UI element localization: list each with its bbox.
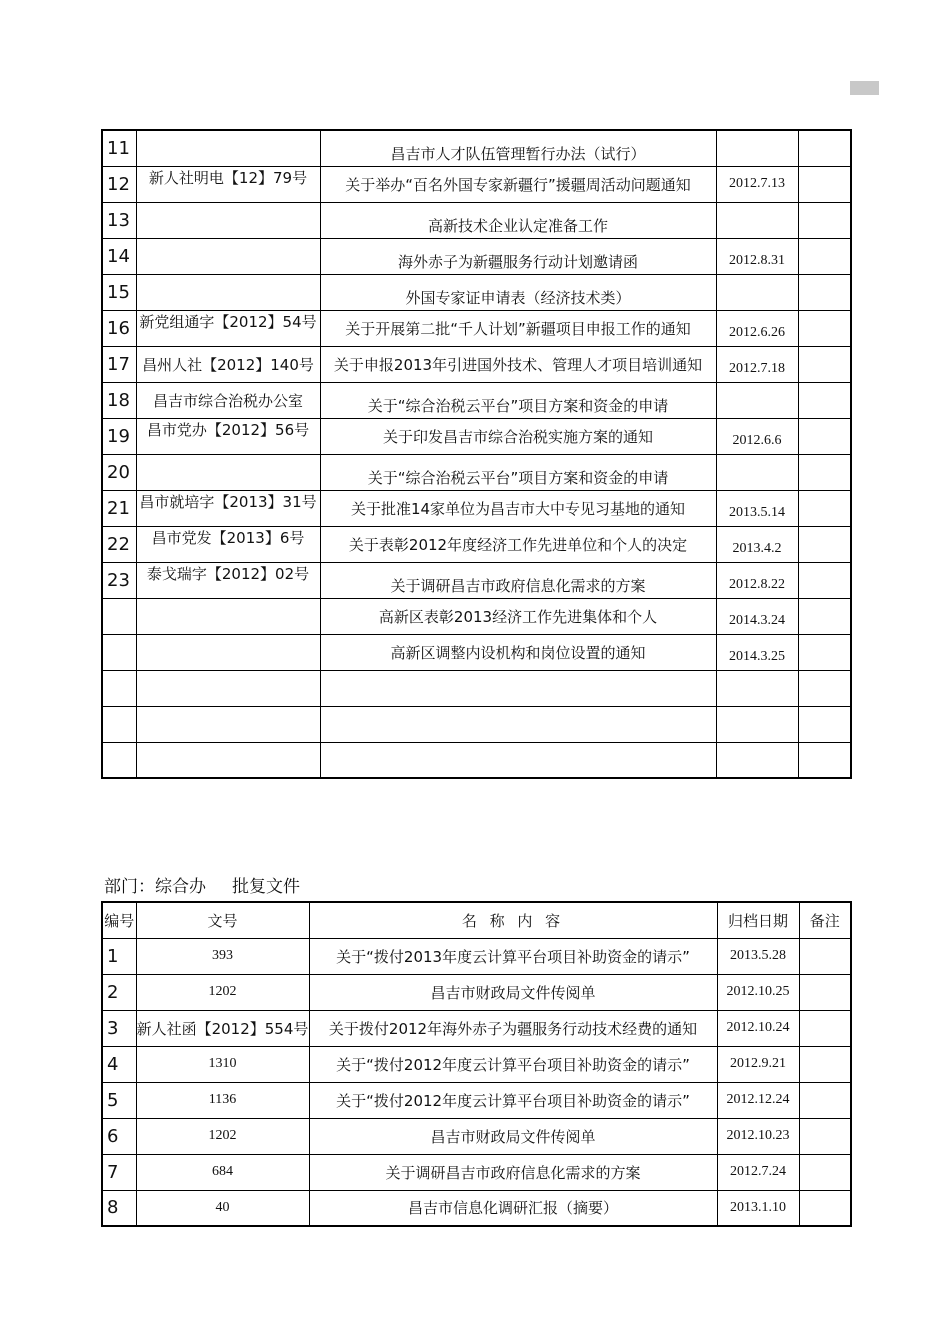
table-row	[102, 742, 851, 778]
doc-number: 昌州人社【2012】140号	[136, 346, 320, 382]
archive-date	[716, 742, 798, 778]
row-number: 19	[102, 418, 136, 454]
row-number: 6	[102, 1118, 136, 1154]
archive-date: 2013.5.28	[717, 938, 799, 974]
note-cell	[798, 166, 851, 202]
row-number: 7	[102, 1154, 136, 1190]
page-corner-marker	[850, 81, 879, 95]
category-label: 批复文件	[232, 877, 300, 897]
archive-date: 2014.3.24	[716, 603, 798, 639]
note-cell	[798, 454, 851, 490]
doc-title: 关于印发昌吉市综合治税实施方案的通知	[320, 418, 716, 454]
doc-title: 外国专家证申请表（经济技术类）	[320, 279, 716, 315]
header-title: 名 称 内 容	[309, 902, 717, 938]
doc-title: 昌吉市信息化调研汇报（摘要）	[309, 1190, 717, 1226]
doc-number: 40	[136, 1190, 309, 1226]
doc-title: 昌吉市财政局文件传阅单	[309, 1118, 717, 1154]
note-cell	[799, 1190, 851, 1226]
table-row	[102, 974, 851, 1010]
doc-number	[136, 202, 320, 238]
doc-title: 关于调研昌吉市政府信息化需求的方案	[309, 1154, 717, 1190]
doc-number	[136, 238, 320, 274]
table-row	[102, 1190, 851, 1226]
archive-date	[716, 130, 798, 166]
row-number: 18	[102, 382, 136, 418]
doc-number: 泰戈瑞字【2012】02号	[136, 555, 320, 591]
row-number: 23	[102, 562, 136, 598]
table-row	[102, 598, 851, 634]
archive-date	[716, 670, 798, 706]
row-number: 20	[102, 454, 136, 490]
archive-date: 2012.8.22	[716, 567, 798, 603]
doc-title	[320, 742, 716, 778]
doc-number: 昌市党发【2013】6号	[136, 519, 320, 555]
doc-title: 关于“拨付2012年度云计算平台项目补助资金的请示”	[309, 1046, 717, 1082]
doc-title: 关于“综合治税云平台”项目方案和资金的申请	[320, 459, 716, 495]
note-cell	[798, 346, 851, 382]
archive-table-top	[101, 129, 852, 779]
note-cell	[798, 526, 851, 562]
row-number: 15	[102, 274, 136, 310]
note-cell	[799, 974, 851, 1010]
row-number	[102, 598, 136, 634]
note-cell	[798, 598, 851, 634]
doc-title: 高新技术企业认定准备工作	[320, 207, 716, 243]
archive-date: 2012.7.18	[716, 351, 798, 387]
doc-title	[320, 670, 716, 706]
doc-title: 关于“拨付2013年度云计算平台项目补助资金的请示”	[309, 938, 717, 974]
row-number: 3	[102, 1010, 136, 1046]
note-cell	[798, 238, 851, 274]
doc-title: 关于表彰2012年度经济工作先进单位和个人的决定	[320, 526, 716, 562]
row-number	[102, 634, 136, 670]
doc-number	[136, 598, 320, 634]
doc-number	[136, 706, 320, 742]
doc-title: 关于“综合治税云平台”项目方案和资金的申请	[320, 387, 716, 423]
archive-date	[716, 382, 798, 418]
doc-number: 新人社明电【12】79号	[136, 159, 320, 195]
row-number: 22	[102, 526, 136, 562]
row-number	[102, 706, 136, 742]
archive-date: 2013.4.2	[716, 531, 798, 567]
table-row	[102, 670, 851, 706]
table-row	[102, 562, 851, 598]
doc-title: 关于开展第二批“千人计划”新疆项目申报工作的通知	[320, 310, 716, 346]
row-number: 16	[102, 310, 136, 346]
doc-number: 昌市党办【2012】56号	[136, 411, 320, 447]
archive-date: 2012.10.23	[717, 1118, 799, 1154]
note-cell	[798, 202, 851, 238]
doc-title: 关于批准14家单位为昌吉市大中专见习基地的通知	[320, 490, 716, 526]
section-caption	[104, 872, 300, 897]
note-cell	[799, 1082, 851, 1118]
table-row	[102, 1154, 851, 1190]
note-cell	[799, 1046, 851, 1082]
doc-title: 关于拨付2012年海外赤子为疆服务行动技术经费的通知	[309, 1010, 717, 1046]
doc-title: 昌吉市财政局文件传阅单	[309, 974, 717, 1010]
doc-title: 关于申报2013年引进国外技术、管理人才项目培训通知	[320, 346, 716, 382]
doc-title: 高新区调整内设机构和岗位设置的通知	[320, 634, 716, 670]
table-row	[102, 310, 851, 346]
row-number: 17	[102, 346, 136, 382]
approval-files-table-body	[102, 938, 851, 1226]
row-number: 12	[102, 166, 136, 202]
archive-date: 2014.3.25	[716, 639, 798, 675]
doc-number	[136, 670, 320, 706]
row-number: 8	[102, 1190, 136, 1226]
note-cell	[798, 490, 851, 526]
archive-date: 2012.10.25	[717, 974, 799, 1010]
archive-date	[716, 454, 798, 490]
archive-date: 2012.9.21	[717, 1046, 799, 1082]
doc-number: 昌市就培字【2013】31号	[136, 483, 320, 519]
table-row	[102, 202, 851, 238]
archive-table-top-body	[102, 130, 851, 778]
row-number: 11	[102, 130, 136, 166]
table-row	[102, 346, 851, 382]
table-row	[102, 1010, 851, 1046]
note-cell	[798, 742, 851, 778]
note-cell	[799, 1118, 851, 1154]
note-cell	[798, 310, 851, 346]
doc-number: 昌吉市综合治税办公室	[136, 382, 320, 418]
row-number	[102, 670, 136, 706]
row-number: 5	[102, 1082, 136, 1118]
row-number	[102, 742, 136, 778]
header-num: 编号	[102, 902, 136, 938]
doc-number: 684	[136, 1154, 309, 1190]
table-row	[102, 1046, 851, 1082]
note-cell	[798, 562, 851, 598]
table-row	[102, 1118, 851, 1154]
approval-files-table	[101, 901, 852, 1227]
archive-date: 2012.7.24	[717, 1154, 799, 1190]
row-number: 4	[102, 1046, 136, 1082]
note-cell	[798, 670, 851, 706]
doc-number: 新党组通字【2012】54号	[136, 303, 320, 339]
header-note: 备注	[799, 902, 851, 938]
note-cell	[799, 1010, 851, 1046]
doc-title	[320, 706, 716, 742]
doc-number: 1136	[136, 1082, 309, 1118]
header-date: 归档日期	[717, 902, 799, 938]
note-cell	[798, 274, 851, 310]
archive-date: 2012.6.6	[716, 423, 798, 459]
archive-date	[716, 274, 798, 310]
doc-number: 1310	[136, 1046, 309, 1082]
doc-number	[136, 742, 320, 778]
table-header-row	[102, 902, 851, 938]
note-cell	[799, 938, 851, 974]
table-row	[102, 938, 851, 974]
archive-date: 2012.10.24	[717, 1010, 799, 1046]
row-number: 13	[102, 202, 136, 238]
doc-title: 关于“拨付2012年度云计算平台项目补助资金的请示”	[309, 1082, 717, 1118]
header-doc-no: 文号	[136, 902, 309, 938]
table-row	[102, 166, 851, 202]
archive-date: 2013.5.14	[716, 495, 798, 531]
doc-title: 高新区表彰2013经济工作先进集体和个人	[320, 598, 716, 634]
note-cell	[798, 706, 851, 742]
note-cell	[798, 418, 851, 454]
row-number: 2	[102, 974, 136, 1010]
note-cell	[799, 1154, 851, 1190]
row-number: 1	[102, 938, 136, 974]
archive-date: 2012.7.13	[716, 166, 798, 202]
doc-number	[136, 634, 320, 670]
doc-title: 关于调研昌吉市政府信息化需求的方案	[320, 567, 716, 603]
archive-date: 2013.1.10	[717, 1190, 799, 1226]
table-row	[102, 1082, 851, 1118]
table-row	[102, 418, 851, 454]
doc-number: 1202	[136, 1118, 309, 1154]
note-cell	[798, 130, 851, 166]
doc-number: 393	[136, 938, 309, 974]
row-number: 21	[102, 490, 136, 526]
table-row	[102, 634, 851, 670]
archive-date: 2012.12.24	[717, 1082, 799, 1118]
row-number: 14	[102, 238, 136, 274]
archive-date: 2012.8.31	[716, 243, 798, 279]
archive-date	[716, 706, 798, 742]
table-row	[102, 706, 851, 742]
doc-title: 昌吉市人才队伍管理暂行办法（试行）	[320, 135, 716, 171]
doc-number: 新人社函【2012】554号	[136, 1010, 309, 1046]
doc-title: 海外赤子为新疆服务行动计划邀请函	[320, 243, 716, 279]
doc-title: 关于举办“百名外国专家新疆行”援疆周活动问题通知	[320, 166, 716, 202]
note-cell	[798, 382, 851, 418]
table-row	[102, 238, 851, 274]
doc-number: 1202	[136, 974, 309, 1010]
note-cell	[798, 634, 851, 670]
archive-date: 2012.6.26	[716, 315, 798, 351]
archive-date	[716, 202, 798, 238]
department-label: 部门：综合办	[104, 877, 206, 897]
